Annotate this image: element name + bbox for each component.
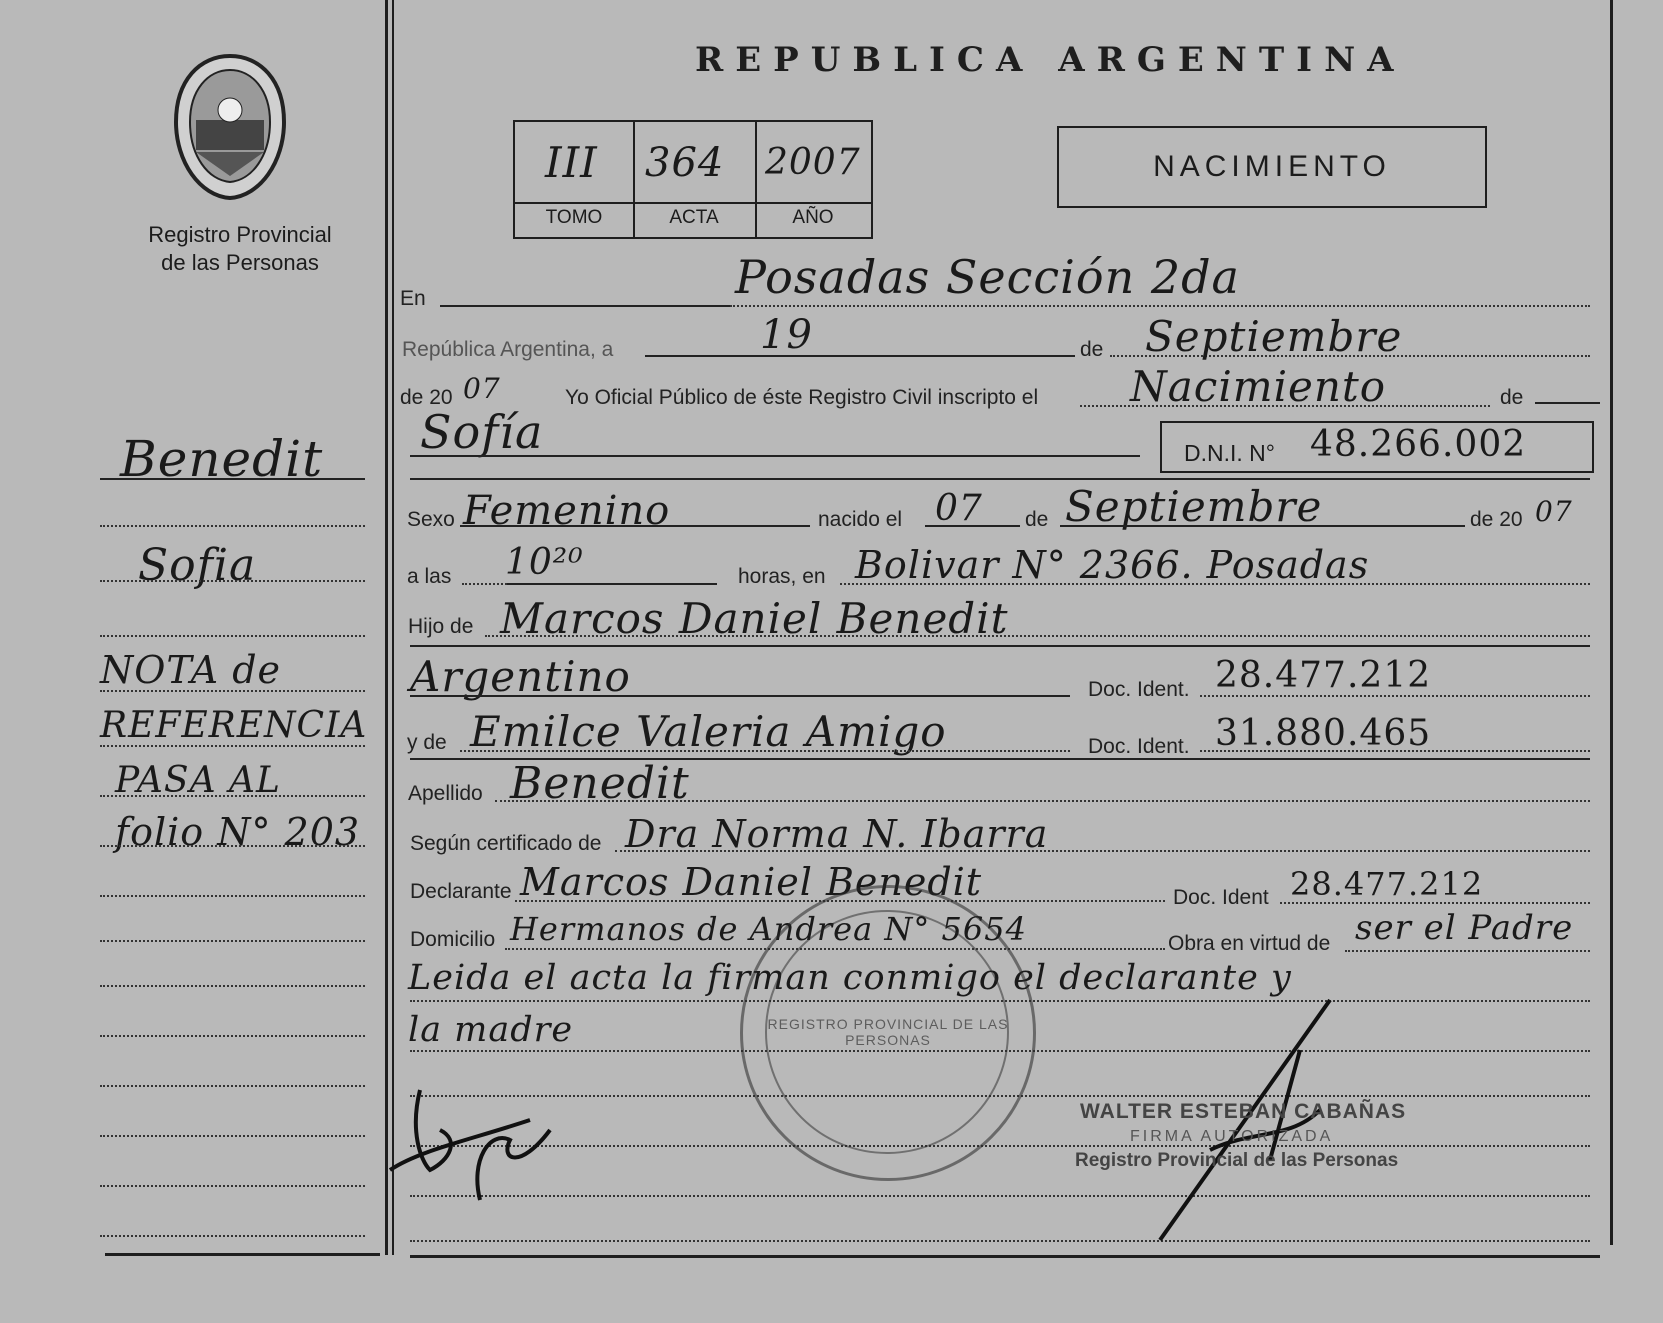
surname-line xyxy=(495,800,1590,802)
margin-line-13 xyxy=(100,1135,365,1137)
stamp-text: REGISTRO PROVINCIAL DE LAS PERSONAS xyxy=(767,1016,1009,1048)
provincial-seal-icon xyxy=(170,52,290,202)
officer-firma: FIRMA AUTORIZADA xyxy=(1130,1128,1334,1145)
obra-label: Obra en virtud de xyxy=(1168,932,1331,955)
birth-year-prefix: de 20 xyxy=(1470,508,1523,531)
de-label3: de xyxy=(1025,508,1049,531)
margin-line-10 xyxy=(100,985,365,987)
margin-surname: Benedit xyxy=(120,430,324,488)
officer-name: WALTER ESTEBAN CABAÑAS xyxy=(1080,1100,1407,1123)
certificado-label: Según certificado de xyxy=(410,832,602,855)
father-nationality-value: Argentino xyxy=(410,652,631,701)
obra-value: ser el Padre xyxy=(1355,908,1574,948)
margin-note-1: NOTA de xyxy=(100,648,282,692)
father-line xyxy=(485,635,1590,637)
officer-registry: Registro Provincial de las Personas xyxy=(1075,1150,1399,1171)
registry-name-line2: de las Personas xyxy=(161,250,319,275)
birth-year-suffix: 07 xyxy=(1535,495,1573,528)
birth-day-line xyxy=(925,525,1020,527)
sex-value: Femenino xyxy=(463,488,671,534)
row-separator-1 xyxy=(410,478,1590,480)
margin-line-4 xyxy=(100,690,365,692)
dni-box xyxy=(1160,421,1594,473)
mother-line xyxy=(460,750,1070,752)
dni-label: D.N.I. N° xyxy=(1184,440,1275,466)
margin-note-4: folio N° 203 xyxy=(115,810,361,854)
de-label2: de xyxy=(1500,386,1524,409)
row-separator-2 xyxy=(410,645,1590,647)
hijo-label: Hijo de xyxy=(408,615,474,638)
sexo-label: Sexo xyxy=(407,508,455,531)
doc-ident-label-declarant: Doc. Ident xyxy=(1173,886,1269,909)
nacido-label: nacido el xyxy=(818,508,903,531)
day-value: 19 xyxy=(760,312,813,358)
declarant-doc-value: 28.477.212 xyxy=(1290,865,1484,903)
margin-line-2 xyxy=(100,580,365,582)
father-doc-value: 28.477.212 xyxy=(1215,655,1432,696)
margin-line-12 xyxy=(100,1085,365,1087)
month-value: Septiembre xyxy=(1145,312,1403,361)
margin-line-9 xyxy=(100,940,365,942)
note-line1-value: Leida el acta la firman conmigo el declarante y xyxy=(408,958,1292,998)
record-number-box xyxy=(513,120,873,239)
country-title: REPUBLICA ARGENTINA xyxy=(695,40,1406,80)
margin-line-11 xyxy=(100,1035,365,1037)
apellido-label: Apellido xyxy=(408,782,483,805)
sex-line xyxy=(460,525,810,527)
doc-ident-label-mother: Doc. Ident. xyxy=(1088,735,1190,758)
declarant-value: Marcos Daniel Benedit xyxy=(520,860,983,904)
y-de-label: y de xyxy=(407,731,447,754)
margin-first-name: Sofia xyxy=(138,540,257,591)
bottom-rule-left xyxy=(105,1253,380,1256)
margin-line-5 xyxy=(100,745,365,747)
birth-place-value: Bolivar N° 2366. Posadas xyxy=(855,543,1370,587)
year-prefix: de 20 xyxy=(400,386,453,409)
horas-label: horas, en xyxy=(738,565,826,588)
doc-ident-label-father: Doc. Ident. xyxy=(1088,678,1190,701)
dni-value: 48.266.002 xyxy=(1310,424,1527,465)
declarante-label: Declarante xyxy=(410,880,512,903)
official-stamp xyxy=(740,885,1036,1181)
en-line xyxy=(440,305,730,307)
acta-label: ACTA xyxy=(669,207,719,228)
domicilio-label: Domicilio xyxy=(410,928,496,951)
margin-line-7 xyxy=(100,845,365,847)
republica-label: República Argentina, a xyxy=(402,338,614,361)
tomo-value: III xyxy=(545,138,598,187)
margin-note-2: REFERENCIA xyxy=(100,705,368,746)
declarant-doc-line xyxy=(1280,902,1590,904)
father-name-value: Marcos Daniel Benedit xyxy=(500,594,1009,643)
de-line2 xyxy=(1535,402,1600,404)
anio-value: 2007 xyxy=(765,142,861,183)
birth-day-value: 07 xyxy=(935,488,983,529)
margin-line-6 xyxy=(100,795,365,797)
birth-time-value: 10²⁰ xyxy=(505,542,584,583)
de-label: de xyxy=(1080,338,1104,361)
surname-value: Benedit xyxy=(510,758,690,809)
blank-line-4 xyxy=(410,1240,1590,1242)
margin-divider xyxy=(385,0,388,1255)
margin-line-14 xyxy=(100,1185,365,1187)
mother-doc-line xyxy=(1200,750,1590,752)
place-value: Posadas Sección 2da xyxy=(735,250,1240,304)
child-first-name-value: Sofía xyxy=(420,405,544,459)
mother-doc-value: 31.880.465 xyxy=(1215,713,1432,754)
year-suffix: 07 xyxy=(463,372,501,405)
document-type-box: NACIMIENTO xyxy=(1057,126,1487,208)
tomo-label: TOMO xyxy=(545,207,603,228)
margin-line-15 xyxy=(100,1235,365,1237)
birth-month-value: Septiembre xyxy=(1065,482,1323,531)
address-value: Hermanos de Andrea N° 5654 xyxy=(510,910,1027,948)
margin-line-1 xyxy=(100,525,365,527)
time-dots xyxy=(462,583,507,585)
en-dots xyxy=(730,305,1590,307)
margin-surname-line xyxy=(100,478,365,480)
inscribed-type-value: Nacimiento xyxy=(1130,362,1387,411)
a-las-label: a las xyxy=(407,565,452,588)
oficial-label: Yo Oficial Público de éste Registro Civil inscripto el xyxy=(565,386,1039,409)
father-doc-line xyxy=(1200,695,1590,697)
anio-label: AÑO xyxy=(792,207,834,228)
mother-name-value: Emilce Valeria Amigo xyxy=(470,707,947,756)
doctor-line xyxy=(615,850,1590,852)
right-border xyxy=(1610,0,1613,1245)
nationality-line xyxy=(410,695,1070,697)
obra-line xyxy=(1345,950,1590,952)
margin-line-3 xyxy=(100,635,365,637)
margin-line-8 xyxy=(100,895,365,897)
registry-name-line1: Registro Provincial xyxy=(148,222,332,247)
en-label: En xyxy=(400,287,426,310)
day-line xyxy=(645,355,1075,357)
declarant-signature xyxy=(380,1070,590,1220)
bottom-rule-right xyxy=(410,1255,1600,1258)
doctor-value: Dra Norma N. Ibarra xyxy=(625,812,1049,856)
acta-value: 364 xyxy=(645,140,725,186)
margin-divider-inner xyxy=(392,0,394,1255)
child-name-line xyxy=(410,455,1140,457)
margin-note-3: PASA AL xyxy=(115,760,281,801)
note-line2-value: la madre xyxy=(408,1010,574,1050)
birth-month-line xyxy=(1060,525,1465,527)
time-line xyxy=(507,583,717,585)
